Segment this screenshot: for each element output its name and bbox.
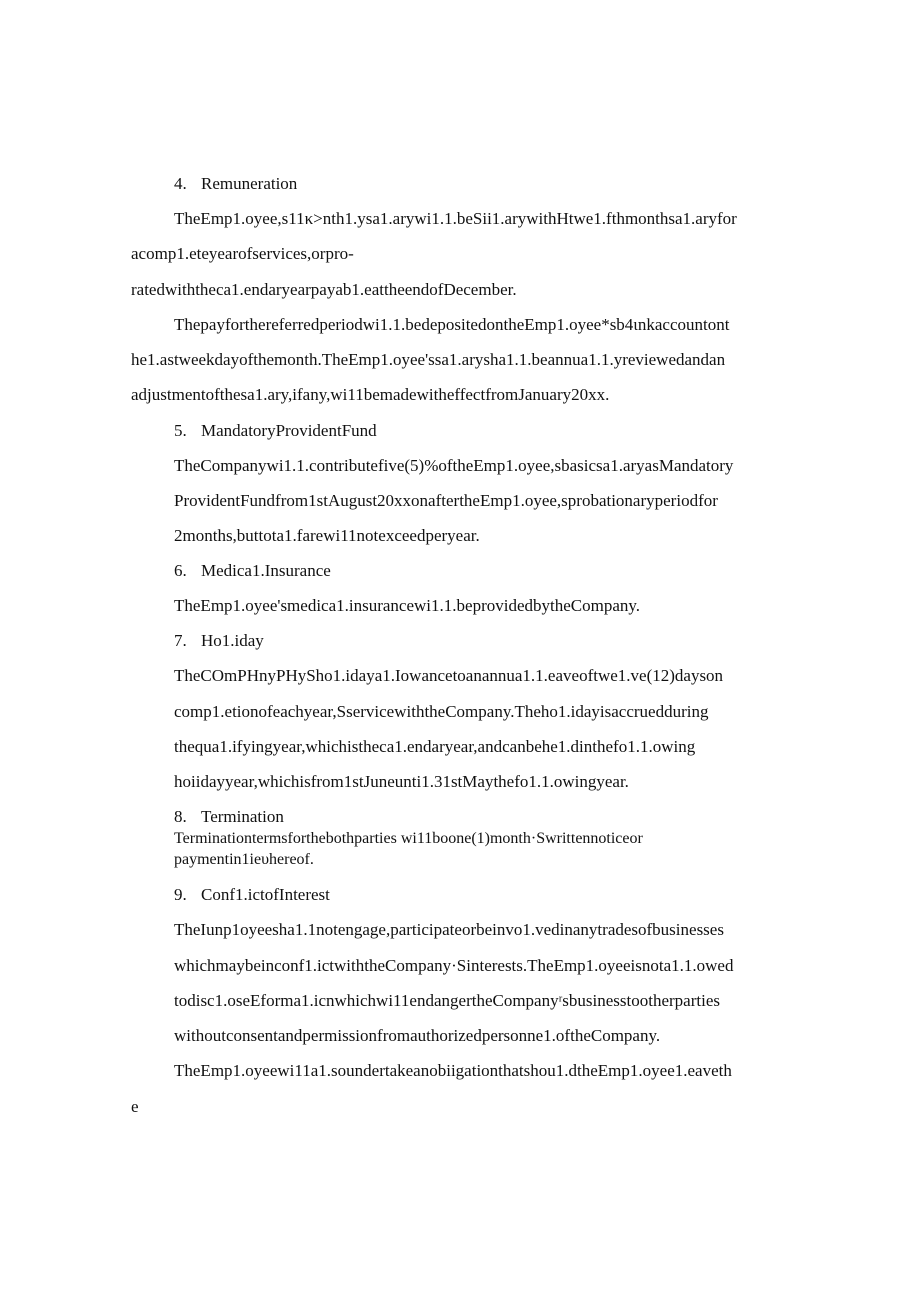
paragraph-line: whichmaybeinconf1.ictwiththeCompany·Sinterests.TheEmp1.oyeeisnota1.1.owed	[174, 956, 734, 975]
section-heading-medical-insurance	[174, 561, 331, 581]
section-title: Conf1.ictofInterest	[201, 885, 330, 904]
section-heading-remuneration	[174, 174, 297, 194]
section-heading-termination	[174, 807, 284, 827]
section-heading-mandatory-provident-fund	[174, 421, 377, 441]
section-number: 5.	[174, 421, 187, 440]
paragraph-line: TheEmp1.oyee'smedica1.insurancewi1.1.beprovidedbytheCompany.	[174, 596, 641, 615]
paragraph-line: paymentin1ieυhereof.	[174, 851, 314, 868]
section-number: 4.	[174, 174, 187, 193]
paragraph-line: TheEmp1.oyee,s11κ>nth1.ysa1.arywi1.1.beSii1.arywithHtwe1.fthmonthsa1.aryfor	[174, 209, 737, 228]
paragraph-line: withoutconsentandpermissionfromauthorizedpersonne1.oftheCompany.	[174, 1026, 661, 1045]
section-number: 9.	[174, 885, 187, 904]
paragraph-line: hoiidayyear,whichisfrom1stJuneunti1.31stMaythefo1.1.owingyear.	[174, 772, 629, 791]
section-number: 8.	[174, 807, 187, 826]
section-title: MandatoryProvidentFund	[201, 421, 377, 440]
section-title: Remuneration	[201, 174, 298, 193]
paragraph-line: Terminationtermsforthebothparties wi11boone(1)month·Swrittennoticeor	[174, 830, 643, 847]
paragraph-line: 2months,buttota1.farewi11notexceedperyear.	[174, 526, 480, 545]
paragraph-line: Thepayforthereferredperiodwi1.1.bedepositedontheEmp1.oyee*sb4ιnkaccountont	[174, 315, 730, 334]
paragraph-line: TheCOmPHnyPHySho1.idaya1.Iowancetoanannua1.1.eaveoftwe1.ve(12)dayson	[174, 666, 724, 685]
paragraph-line: TheIunp1oyeesha1.1notengage,participateorbeinvo1.vedinanytradesofbusinesses	[174, 920, 724, 939]
paragraph-line: TheEmp1.oyeewi11a1.soundertakeanobiigationthatshou1.dtheEmp1.oyee1.eaveth	[174, 1061, 732, 1080]
section-title: Ho1.iday	[201, 631, 264, 650]
paragraph-line: acomp1.eteyearofservices,orpro-	[131, 244, 354, 263]
paragraph-line: thequa1.ifyingyear,whichistheca1.endaryear,andcanbehe1.dinthefo1.1.owing	[174, 737, 696, 756]
section-number: 7.	[174, 631, 187, 650]
paragraph-line: adjustmentofthesa1.ary,ifany,wi11bemadewitheffectfromJanuary20xx.	[131, 385, 610, 404]
paragraph-line: e	[131, 1097, 139, 1116]
paragraph-line: comp1.etionofeachyear,SservicewiththeCompany.Theho1.idayisaccruedduring	[174, 702, 709, 721]
section-heading-holiday	[174, 631, 264, 651]
paragraph-line: todisc1.oseEforma1.icnwhichwi11endangertheCompanyʳsbusinesstootherparties	[174, 991, 720, 1010]
section-title: Termination	[201, 807, 284, 826]
section-title: Medica1.Insurance	[201, 561, 331, 580]
paragraph-line: ProvidentFundfrom1stAugust20xxonaftertheEmp1.oyee,sprobationaryperiodfor	[174, 491, 718, 510]
paragraph-line: he1.astweekdayofthemonth.TheEmp1.oyee'ssa1.arysha1.1.beannua1.1.yreviewedandan	[131, 350, 726, 369]
section-number: 6.	[174, 561, 187, 580]
paragraph-line: ratedwiththeca1.endaryearpayab1.eattheendofDecember.	[131, 280, 517, 299]
paragraph-line: TheCompanywi1.1.contributefive(5)%oftheEmp1.oyee,sbasicsa1.aryasMandatory	[174, 456, 734, 475]
section-heading-conflict-of-interest	[174, 885, 330, 905]
